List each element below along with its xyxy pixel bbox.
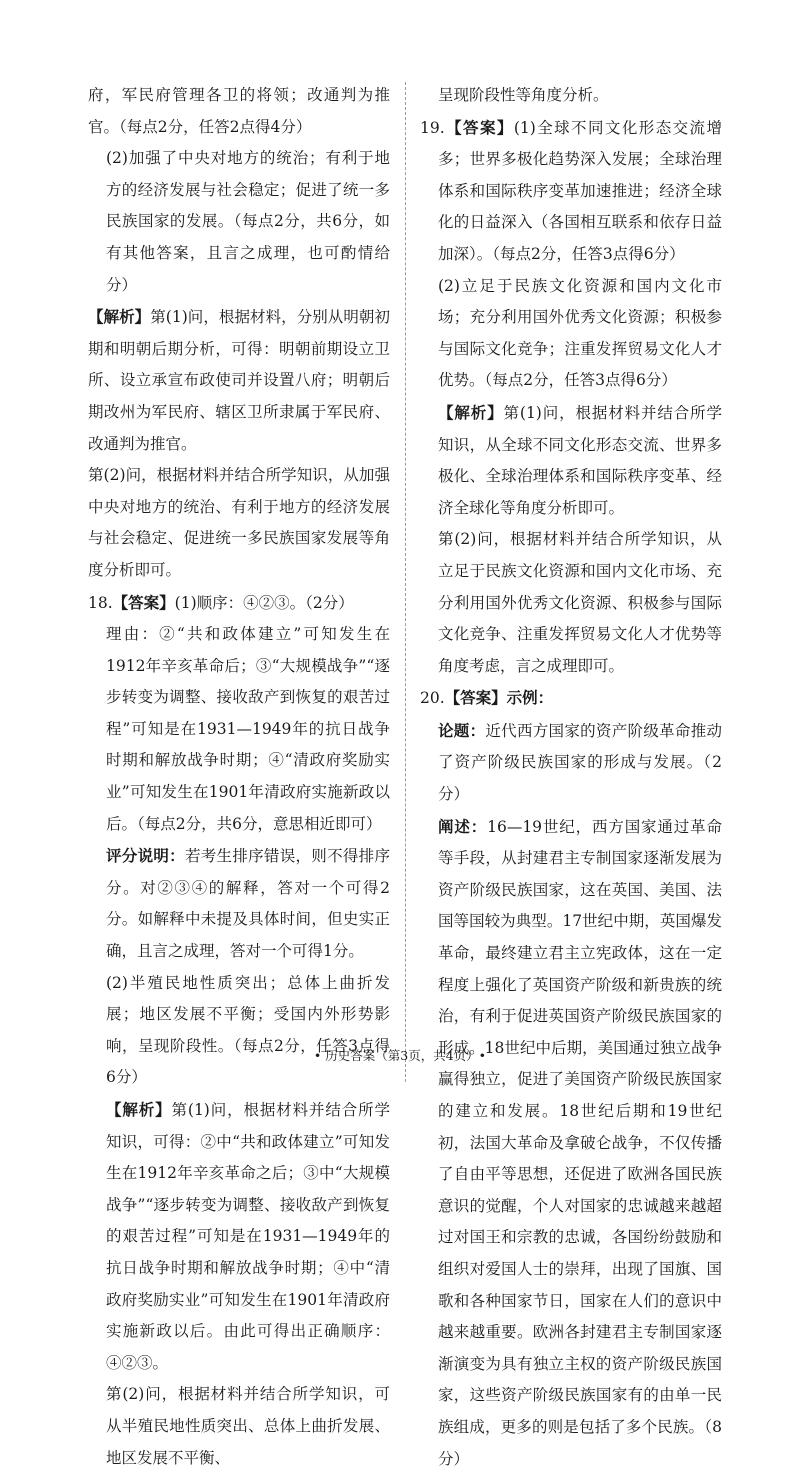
q18-reason: 理由：②“共和政体建立”可知发生在1912年辛亥革命后；③“大规模战争”“逐步转变为调整、接收敌产到恢复的艰苦过程”可知是在1931—1949年的抗日战争时期和解放战争时期；④“清政府奖励实业”可知发生在1901年清政府实施新政以后。（每点2分，共6分，意思相近即可） xyxy=(106,625,390,833)
analysis-label: 【解析】 xyxy=(88,307,151,327)
q18-analysis xyxy=(88,1094,390,1379)
question-number: 20. xyxy=(420,689,445,708)
left-column xyxy=(88,80,390,1474)
q18-answer-part-1: (1)顺序：④②③。（2分） xyxy=(174,593,354,612)
q20-thesis xyxy=(420,715,722,811)
right-column xyxy=(420,80,722,1475)
q18-analysis-part-1: 第(1)问，根据材料并结合所学知识，可得：②中“共和政体建立”可知发生在1912年辛亥革命之后；③中“大规模战争”“逐步转变为调整、接收敌产到恢复的艰苦过程”可知是在1931—1949年的抗日战争时期和解放战争时期；④中“清政府奖励实业”可知发生在1901年清政府实施新政以后。由此可得出正确顺序：④②③。 xyxy=(106,1101,390,1372)
q19-answer-part-1: (1)全球不同文化形态交流增多；世界多极化趋势深入发展；全球治理体系和国际秩序变革加速推进；经济全球化的日益深入（各国相互联系和依存日益加深）。（每点2分，任答3点得6分） xyxy=(438,118,722,263)
q18-answer xyxy=(88,587,390,620)
thesis-label: 论题： xyxy=(438,720,486,740)
page-footer: • 历史答案（第3页，共4页）• xyxy=(313,1048,487,1063)
q20-answer xyxy=(420,682,722,715)
column-divider xyxy=(405,82,406,1082)
q18-scoring-text: 若考生排序错误，则不得排序分。对②③④的解释，答对一个可得2分。如解释中未提及具体时间，但史实正确，且言之成理，答对一个可得1分。 xyxy=(106,847,390,961)
question-number: 18. xyxy=(88,593,113,612)
q17-answer-part-2: (2)加强了中央对地方的统治；有利于地方的经济发展与社会稳定；促进了统一多民族国家的发展。（每点2分，共6分，如有其他答案，且言之成理，也可酌情给分） xyxy=(106,149,390,294)
answer-label: 【答案】 xyxy=(444,117,514,137)
q20-exposition-text: 16—19世纪，西方国家通过革命等手段，从封建君主专制国家逐渐发展为资产阶级民族国家，这在英国、美国、法国等国较为典型。17世纪中期，英国爆发革命，最终建立君主立宪政体，这在一定程度上强化了英国资产阶级和新贵族的统治，有利于促进英国资产阶级民族国家的形成。18世纪中后期，美国通过独立战争赢得独立，促进了美国资产阶级民族国家的建立和发展。18世纪后期和19世纪初，法国大革命及拿破仑战争，不仅传播了自由平等思想，还促进了欧洲各国民族意识的觉醒，个人对国家的忠诚越来越超过对国王和宗教的忠诚，各国纷纷鼓励和组织对爱国人士的崇拜，出现了国旗、国歌和各种国家节日，国家在人们的意识中越来越重要。欧洲各封建君主专制国家逐渐演变为具有独立主权的资产阶级民族国家，这些资产阶级民族国家有的由单一民族组成，更多的则是包括了多个民族。（8分） xyxy=(438,817,722,1468)
scoring-label: 评分说明： xyxy=(106,846,185,866)
analysis-label: 【解析】 xyxy=(106,1100,172,1119)
q19-answer-part-2: (2)立足于民族文化资源和国内文化市场；充分利用国外优秀文化资源；积极参与国际文化竞争；注重发挥贸易文化人才优势。（每点2分，任答3点得6分） xyxy=(438,276,722,390)
answer-label: 【答案】示例： xyxy=(444,688,554,708)
q20-thesis-text: 近代西方国家的资产阶级革命推动了资产阶级民族国家的形成与发展。（2分） xyxy=(438,721,722,804)
q17-continuation: 府，军民府管理各卫的将领；改通判为推官。（每点2分，任答2点得4分） xyxy=(88,86,390,136)
exposition-label: 阐述： xyxy=(438,816,488,836)
q17-analysis xyxy=(88,301,390,460)
q20-exposition xyxy=(420,811,722,1475)
question-number: 19. xyxy=(420,118,445,137)
q17-analysis-part-2: 第(2)问，根据材料并结合所学知识，从加强中央对地方的统治、有利于地方的经济发展与社会稳定、促进统一多民族国家发展等角度分析即可。 xyxy=(88,466,390,579)
q18-answer-part-2: (2)半殖民地性质突出；总体上曲折发展；地区发展不平衡；受国内外形势影响，呈现阶段性。（每点2分，任答3点得6分） xyxy=(106,973,390,1087)
answer-label: 【答案】 xyxy=(112,592,175,612)
q19-analysis-part-1: 第(1)问，根据材料并结合所学知识，从全球不同文化形态交流、世界多极化、全球治理体系和国际秩序变革、经济全球化等角度分析即可。 xyxy=(438,403,722,517)
q18-continuation: 呈现阶段性等角度分析。 xyxy=(438,86,609,104)
q19-answer xyxy=(420,112,722,271)
q19-analysis-part-2: 第(2)问，根据材料并结合所学知识，从立足于民族文化资源和国内文化市场、充分利用国外优秀文化资源、积极参与国际文化竞争、注重发挥贸易文化人才优势等角度考虑，言之成理即可。 xyxy=(438,530,722,675)
q19-analysis xyxy=(420,397,722,524)
q18-scoring-note xyxy=(88,840,390,967)
q17-analysis-part-1: 第(1)问，根据材料，分别从明朝初期和明朝后期分析，可得：明朝前期设立卫所、设立承宣布政使司并设置八府；明朝后期改州为军民府、辖区卫所隶属于军民府、改通判为推官。 xyxy=(88,308,390,453)
analysis-label: 【解析】 xyxy=(438,402,504,422)
q18-analysis-part-2: 第(2)问，根据材料并结合所学知识，可从半殖民地性质突出、总体上曲折发展、地区发展不平衡、 xyxy=(106,1385,390,1467)
